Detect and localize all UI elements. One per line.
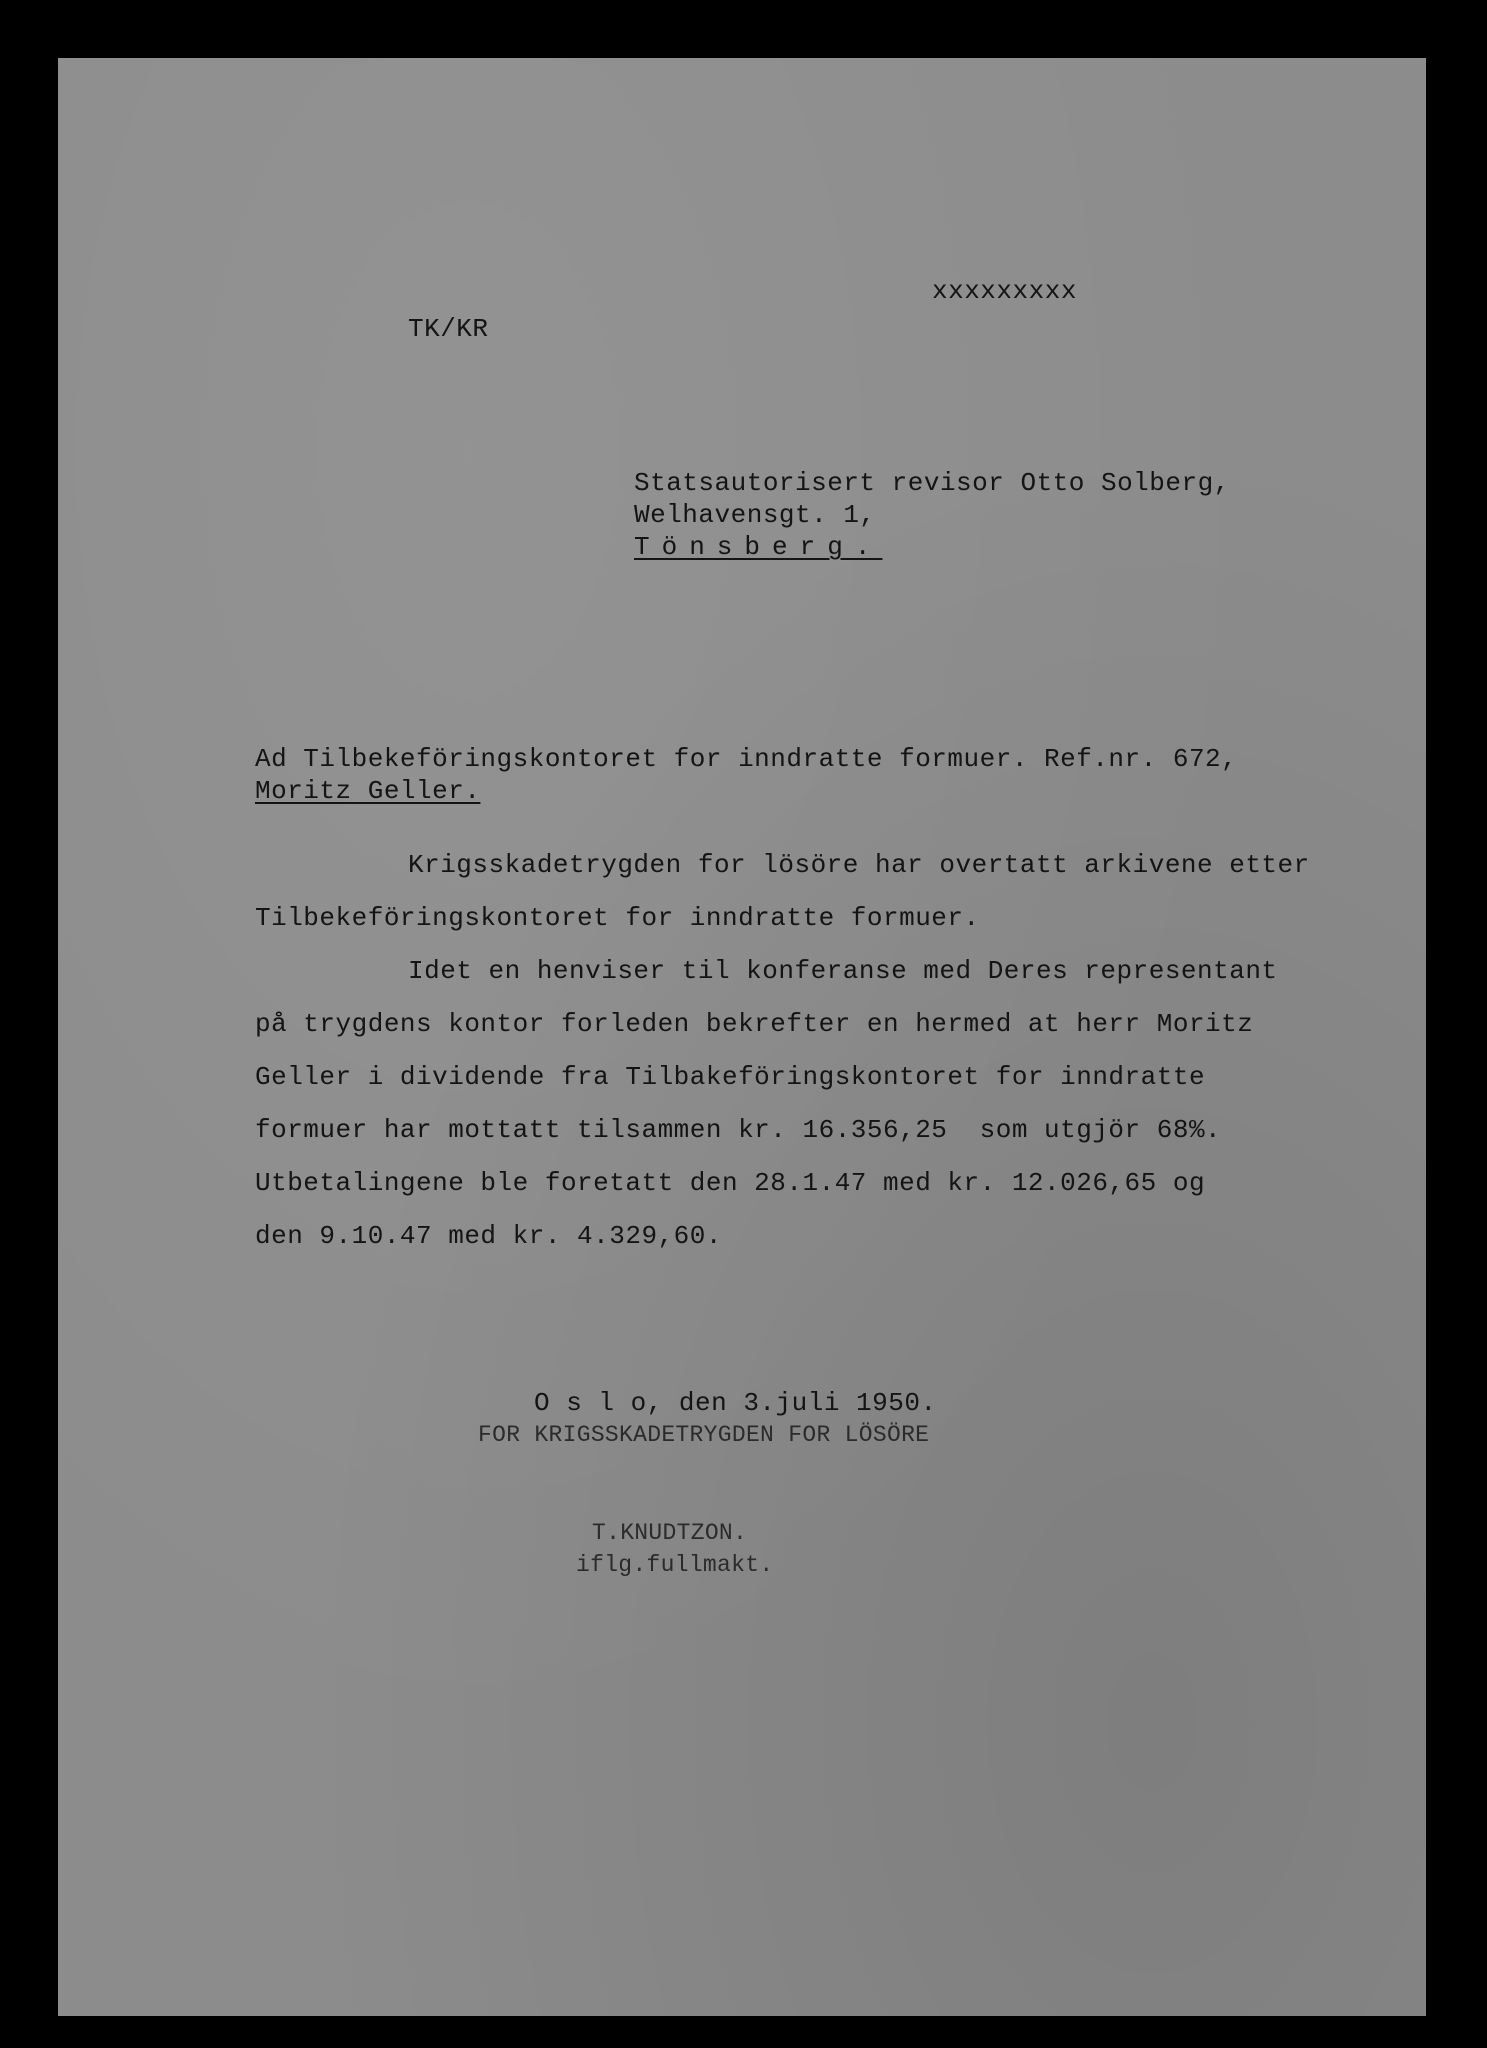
body-line: Idet en henviser til konferanse med Deres representant: [408, 956, 1278, 986]
signatory-name: T.KNUDTZON.: [592, 1520, 748, 1546]
body-line: Krigsskadetrygden for lösöre har overtatt arkivene etter: [408, 850, 1310, 880]
reference-code: TK/KR: [408, 314, 489, 344]
subject-line-2: Moritz Geller.: [255, 776, 481, 806]
recipient-city: Tönsberg.: [634, 532, 883, 562]
body-line: Tilbekeföringskontoret for inndratte formuer.: [255, 903, 980, 933]
recipient-line-2: Welhavensgt. 1,: [634, 500, 876, 530]
signatory-authority: iflg.fullmakt.: [576, 1552, 774, 1578]
document-page: [58, 58, 1426, 2016]
body-line: Geller i dividende fra Tilbakeföringskontoret for inndratte: [255, 1062, 1206, 1092]
body-line: Utbetalingene ble foretatt den 28.1.47 med kr. 12.026,65 og: [255, 1168, 1206, 1198]
organization-stamp: FOR KRIGSSKADETRYGDEN FOR LÖSÖRE: [478, 1422, 930, 1448]
place-date: O s l o, den 3.juli 1950.: [534, 1388, 937, 1418]
recipient-line-1: Statsautorisert revisor Otto Solberg,: [634, 468, 1230, 498]
body-line: formuer har mottatt tilsammen kr. 16.356,25 som utgjör 68%.: [255, 1115, 1222, 1145]
subject-line-1: Ad Tilbekeföringskontoret for inndratte formuer. Ref.nr. 672,: [255, 744, 1238, 774]
body-line: den 9.10.47 med kr. 4.329,60.: [255, 1221, 722, 1251]
body-line: på trygdens kontor forleden bekrefter en hermed at herr Moritz: [255, 1009, 1254, 1039]
struck-out-mark: xxxxxxxxx: [932, 276, 1077, 306]
